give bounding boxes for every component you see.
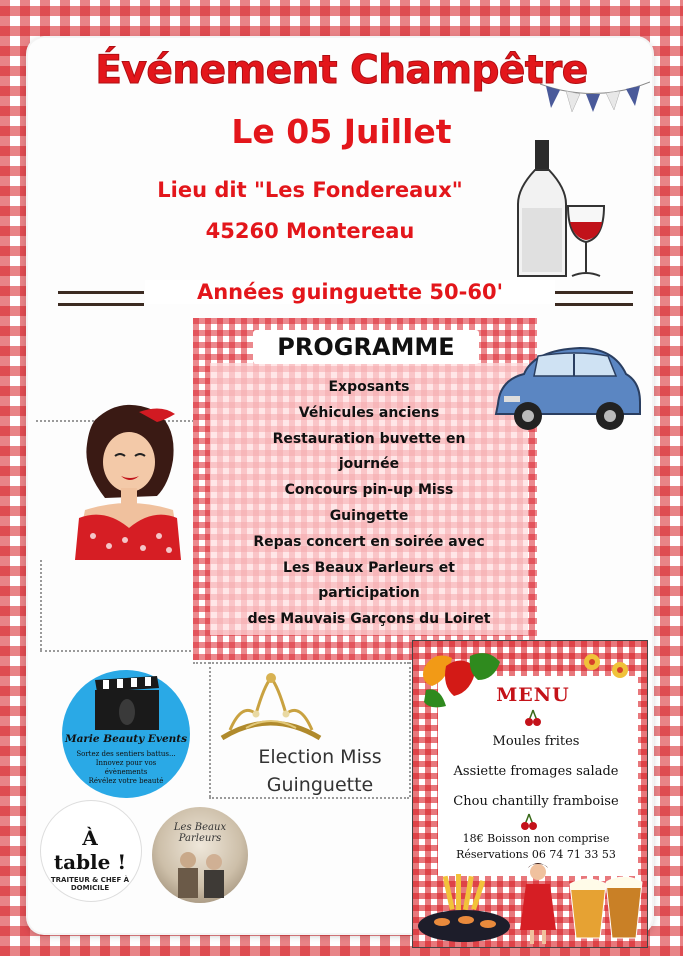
menu-dish: Assiette fromages salade xyxy=(453,764,619,779)
programme-item: Exposants xyxy=(328,379,410,395)
cherry-icon xyxy=(520,812,538,832)
mussels-fries-illustration xyxy=(416,872,512,944)
crown-icon xyxy=(216,668,326,750)
programme-item: Concours pin-up Miss xyxy=(284,482,454,499)
tagline-line: Sortez des sentiers battus... xyxy=(76,750,176,758)
dotted-line xyxy=(193,662,409,664)
flower-decoration xyxy=(578,648,638,688)
divider-right xyxy=(555,291,633,306)
programme-item: des Mauvais Garçons du Loiret xyxy=(247,611,491,628)
tagline-line: Révélez votre beauté xyxy=(88,777,164,785)
programme-list xyxy=(213,375,525,633)
dotted-line xyxy=(40,650,195,652)
programme-item: Repas concert en soirée avec xyxy=(253,533,485,550)
event-place: Lieu dit "Les Fondereaux" xyxy=(157,178,463,202)
programme-title: PROGRAMME xyxy=(253,330,479,364)
programme-item: participation xyxy=(318,585,420,602)
menu-price: 18€ Boisson non comprise xyxy=(462,832,610,845)
menu-dish: Moules frites xyxy=(492,734,580,749)
a-table-ring-text: TRAITEUR & CHEF À DOMICILE xyxy=(50,876,130,892)
election-title-line1: Election Miss xyxy=(258,746,382,768)
beer-glasses-illustration xyxy=(566,870,646,940)
programme-item: Les Beaux Parleurs et xyxy=(283,559,455,576)
a-table-logo-text: À table ! xyxy=(53,826,127,874)
menu-heading: MENU xyxy=(496,684,570,706)
programme-item: Restauration buvette en xyxy=(272,430,466,447)
beaux-parleurs-logo-text xyxy=(160,822,240,844)
pinup-waitress-illustration xyxy=(512,860,562,944)
dotted-line xyxy=(40,560,42,650)
era-banner: Années guinguette 50-60' xyxy=(145,280,555,304)
menu-dish: Chou chantilly framboise xyxy=(453,794,619,809)
logo-line: Parleurs xyxy=(178,833,222,844)
menu-reservation: Réservations 06 74 71 33 53 xyxy=(456,848,616,861)
election-title-line2: Guinguette xyxy=(266,774,374,796)
logo-line: Les Beaux xyxy=(173,822,227,833)
musicians-illustration xyxy=(166,848,236,900)
event-postcode-city: 45260 Montereau xyxy=(205,219,415,243)
event-title: Événement Champêtre xyxy=(95,48,588,93)
cherry-icon xyxy=(524,708,542,728)
clapperboard-icon xyxy=(93,676,161,732)
programme-item: journée xyxy=(338,456,400,473)
divider-left xyxy=(58,291,144,306)
dotted-line xyxy=(209,797,409,799)
dotted-line xyxy=(209,662,211,797)
marie-beauty-tagline xyxy=(74,750,178,786)
programme-item: Guingette xyxy=(329,507,409,524)
event-date: Le 05 Juillet xyxy=(231,112,452,151)
pinup-illustration xyxy=(65,400,190,560)
programme-item: Véhicules anciens xyxy=(298,404,440,421)
vintage-car-icon xyxy=(490,344,645,436)
tagline-line: Innovez pour vos évènements xyxy=(95,759,157,776)
wine-bottle-icon xyxy=(508,138,608,284)
marie-beauty-name: Marie Beauty Events xyxy=(64,733,188,745)
